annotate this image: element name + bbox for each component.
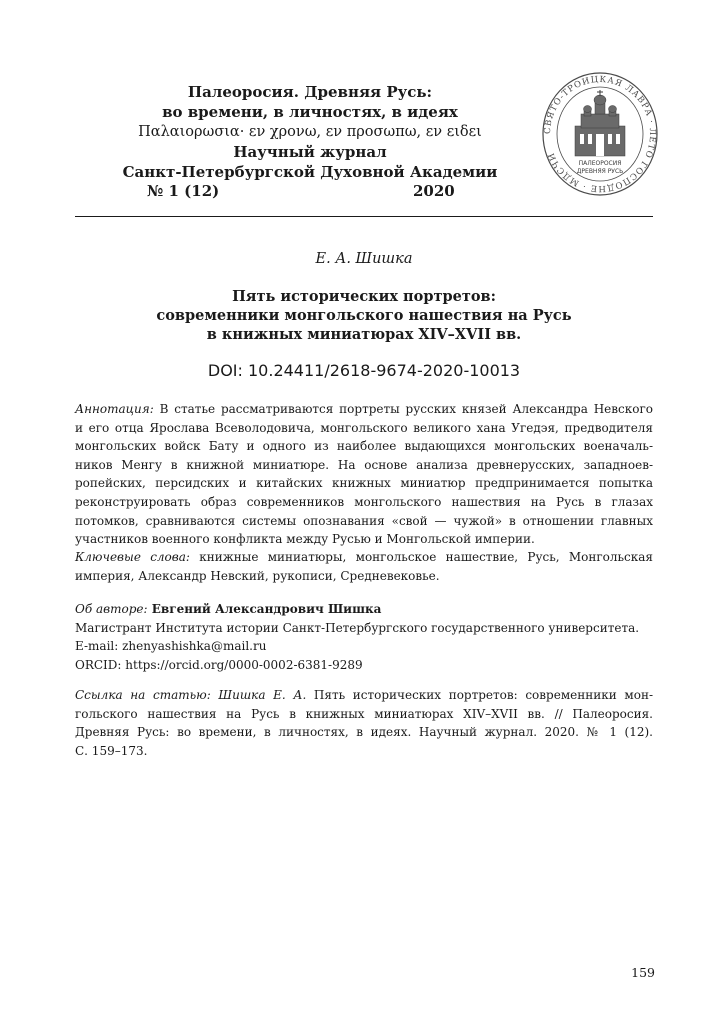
page-number: 159 [631, 965, 655, 980]
cathedral-seal-icon [541, 70, 659, 198]
journal-type: Научный журнал [233, 143, 387, 161]
citation-line: Древняя Русь: во времени, в личностях, в идеях. Научный журнал. 2020. № 1 (12). [75, 725, 653, 740]
journal-title-line2: во времени, в личностях, в идеях [162, 103, 458, 121]
abstract-line: и его отца Ярослава Всеволодовича, монгольского великого хана Угедэя, предводителя [75, 420, 653, 435]
abstract-line: реконструировать образ современников монгольского нашествия на Русь в глазах [75, 494, 653, 509]
about-author-name: Евгений Александрович Шишка [147, 602, 382, 616]
about-author-label: Об авторе: [75, 602, 148, 616]
keywords-paragraph [75, 548, 653, 585]
article-title-line: современники монгольского нашествия на Русь [156, 307, 572, 324]
seal-ring-text: СВЯТО-ТРОИЦКАЯ ЛАВРА · ЛЕТО ГОСПОДНЕ · МДСЧИ [542, 74, 658, 194]
abstract-text: В статье рассматриваются портреты русских князей Александра Невского [153, 402, 653, 416]
journal-issue-row [75, 182, 545, 202]
abstract-label: Аннотация: [75, 402, 154, 416]
about-author-position: Магистрант Института истории Санкт-Петербургского государственного университета. [75, 620, 640, 635]
citation-text: Пять исторических портретов: современники мон- [306, 688, 653, 702]
citation-line: гольского нашествия на Русь в книжных миниатюрах XIV–XVII вв. // Палеоросия. [75, 706, 653, 721]
keywords-label: Ключевые слова: [75, 550, 190, 564]
about-author-orcid[interactable]: ORCID: https://orcid.org/0000-0002-6381-9289 [75, 657, 363, 672]
abstract-line: участников военного конфликта между Русью и Монгольской империи. [75, 532, 535, 547]
keywords-line: империя, Александр Невский, рукописи, Средневековье. [75, 568, 440, 583]
abstract-line [75, 400, 653, 419]
keywords-line [75, 548, 653, 567]
abstract-line: ников Менгу в книжной миниатюре. На основе анализа древнерусских, западноев- [75, 457, 653, 472]
keywords-text: книжные миниатюры, монгольское нашествие, Русь, Монгольская [189, 550, 653, 564]
seal-graphic [541, 70, 659, 198]
about-author-heading [75, 600, 653, 619]
seal-caption-line1: ПАЛЕОРОСИЯ [578, 160, 622, 167]
journal-greek-title: Παλαιορωσια· εν χρονω, εν προσωπω, εν ειδει [138, 124, 482, 140]
article-doi: DOI: 10.24411/2618-9674-2020-10013 [207, 361, 521, 380]
abstract-line: ропейских, персидских и китайских книжных миниатюр предпринимается попытка [75, 476, 653, 491]
citation-line: С. 159–173. [75, 743, 148, 758]
article-title [75, 287, 653, 344]
journal-year: 2020 [413, 182, 455, 200]
abstract-line: потомков, сравниваются системы опознавания «свой — чужой» в отношении главных [75, 513, 653, 528]
abstract-line: монгольских войск Бату и одного из наиболее выдающихся монгольских военачаль- [75, 439, 653, 454]
journal-title-line1: Палеоросия. Древняя Русь: [187, 83, 433, 101]
header-divider [75, 216, 653, 217]
journal-issue-number: № 1 (12) [147, 182, 220, 200]
article-author: Е. А. Шишка [315, 251, 413, 267]
about-author-email[interactable]: E-mail: zhenyashishka@mail.ru [75, 639, 267, 654]
abstract-paragraph [75, 400, 653, 549]
citation-line [75, 686, 653, 705]
citation-label: Ссылка на статью: Шишка Е. А. [75, 688, 307, 702]
article-title-line: в книжных миниатюрах XIV–XVII вв. [206, 326, 522, 343]
seal-caption-line2: ДРЕВНЯЯ РУСЬ [576, 168, 624, 175]
journal-masthead [75, 82, 545, 202]
about-author-paragraph [75, 600, 653, 674]
citation-paragraph [75, 686, 653, 760]
journal-publisher: Санкт-Петербургской Духовной Академии [122, 163, 498, 181]
article-title-line: Пять исторических портретов: [232, 288, 496, 305]
